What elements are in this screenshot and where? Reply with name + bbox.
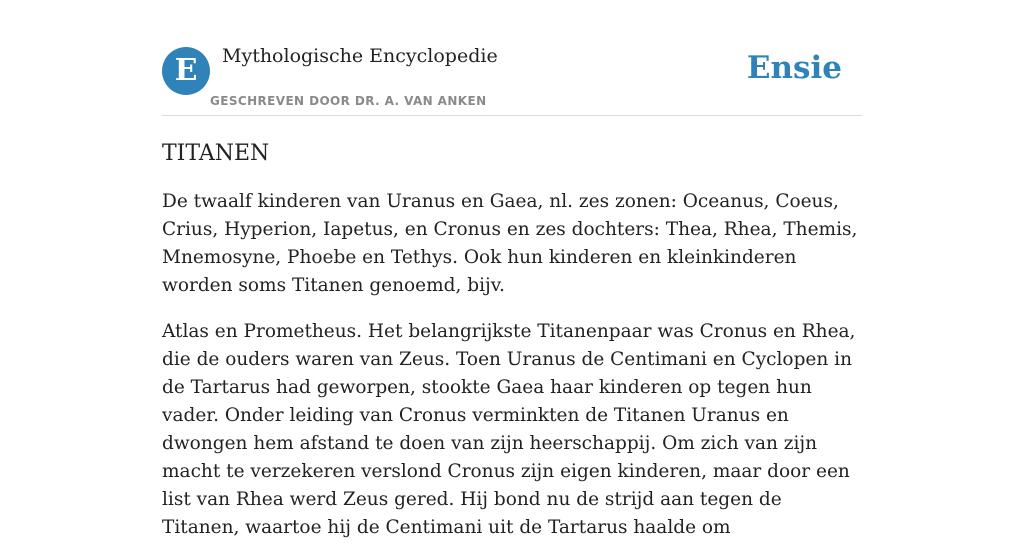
article: [162, 138, 862, 560]
article-paragraph: Atlas en Prometheus. Het belangrijkste Titanenpaar was Cronus en Rhea, die de ouders waren van Zeus. Toen Uranus de Centimani en Cyclopen in de Tartarus had geworpen, stookte Gaea haar kinderen op tegen hun vader. Onder leiding van Cronus verminkten de Titanen Uranus en dwongen hem afstand te doen van zijn heerschappij. Om zich van zijn macht te verzekeren verslond Cronus zijn eigen kinderen, maar door een list van Rhea werd Zeus gered. Hij bond nu de strijd aan tegen de Titanen, waartoe hij de Centimani uit de Tartarus haalde om: [162, 321, 856, 538]
encyclopedia-logo-icon[interactable]: E: [162, 47, 210, 95]
article-title: TITANEN: [162, 141, 270, 166]
site-header: [162, 0, 862, 116]
article-paragraph: De twaalf kinderen van Uranus en Gaea, nl. zes zonen: Oceanus, Coeus, Crius, Hyperion, Iapetus, en Cronus en zes dochters: Thea, Rhea, Themis, Mnemosyne, Phoebe en Tethys. Ook hun kinderen en kleinkinderen worden soms Titanen genoemd, bijv.: [162, 191, 858, 296]
encyclopedia-title-link[interactable]: Mythologische Encyclopedie: [222, 45, 498, 67]
author-byline: GESCHREVEN DOOR DR. A. VAN ANKEN: [210, 94, 487, 108]
ensie-brand-logo[interactable]: Ensie: [746, 50, 842, 86]
